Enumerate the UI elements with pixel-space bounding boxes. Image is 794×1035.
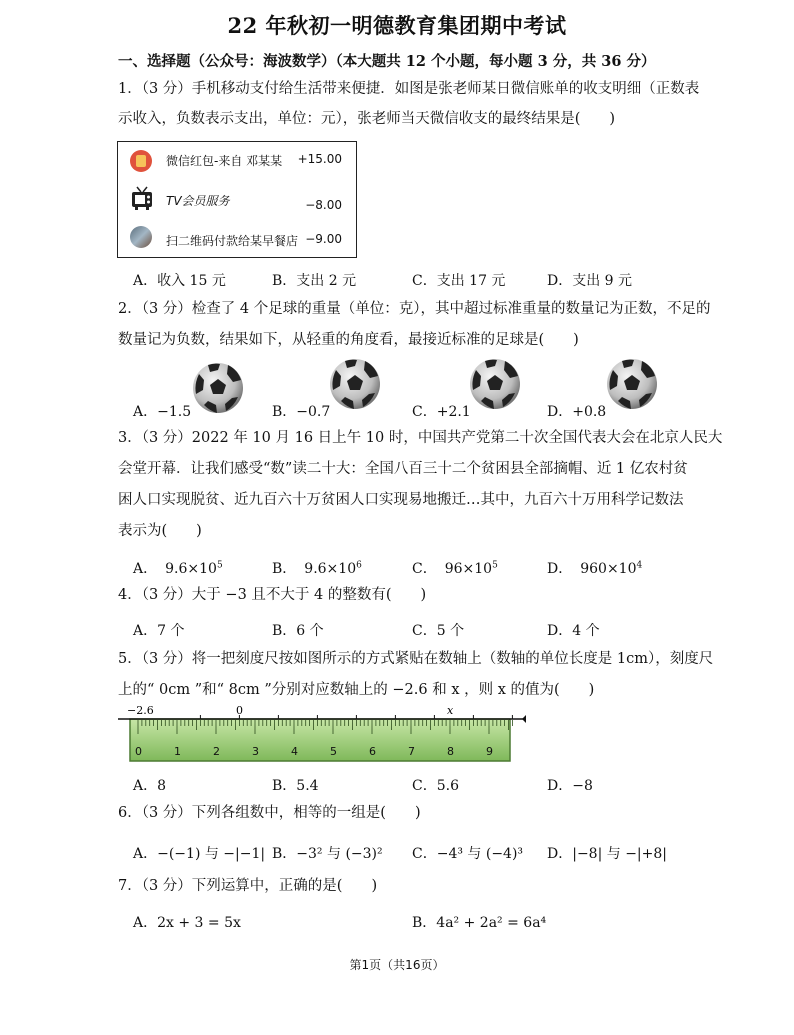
- q1-option-b: B．支出 2 元: [272, 273, 357, 289]
- ruler-tick-label: 5: [330, 745, 337, 758]
- soccer-ball-icon: [469, 358, 521, 410]
- q5-option-b: B．5.4: [272, 778, 319, 794]
- q1-option-d: D．支出 9 元: [547, 273, 633, 289]
- bill-row: 扫二维码付款给某早餐店 −9.00: [118, 226, 358, 256]
- page-footer: 第1页（共16页）: [349, 958, 445, 972]
- q3-line1: 3．（3 分）2022 年 10 月 16 日上午 10 时，中国共产党第二十次全国代表大会在北京人民大: [118, 430, 723, 446]
- section-heading: 一、选择题（公众号：海波数学）（本大题共 12 个小题，每小题 3 分，共 36 分）: [118, 53, 656, 70]
- ruler-tick-label: 3: [252, 745, 259, 758]
- q6-option-a: A．−(−1) 与 −|−1|: [133, 846, 266, 862]
- q6-option-d: D．|−8| 与 −|+8|: [547, 846, 667, 862]
- q2-option-b: B．−0.7: [272, 404, 331, 420]
- q3-option-d: D． $960\times 10^4$: [547, 560, 643, 577]
- q2-option-d: D．+0.8: [547, 404, 607, 420]
- red-packet-icon: [130, 150, 152, 172]
- qr-payment-icon: [130, 226, 152, 248]
- ruler-tick-label: 6: [369, 745, 376, 758]
- soccer-ball-icon: [329, 358, 381, 410]
- tv-icon: [130, 186, 152, 208]
- q3-option-a: A． $9.6\times 10^5$: [133, 560, 223, 577]
- soccer-ball-icon: [606, 358, 658, 410]
- q5-option-a: A．8: [133, 778, 167, 794]
- q5-line2: 上的“ 0cm ”和“ 8cm ”分别对应数轴上的 −2.6 和 x ，则 x 的值为( ): [118, 682, 595, 698]
- ruler-tick-label: 8: [447, 745, 454, 758]
- ruler-tick-label: 4: [291, 745, 298, 758]
- q1-option-c: C．支出 17 元: [412, 273, 506, 289]
- q7-option-b: B．4a² + 2a² = 6a⁴: [412, 915, 547, 931]
- q5-option-d: D．−8: [547, 778, 593, 794]
- q3-option-b: B． $9.6\times 10^6$: [272, 560, 362, 577]
- q4-line1: 4．（3 分）大于 −3 且不大于 4 的整数有( ): [118, 587, 427, 603]
- soccer-ball-icon: [192, 362, 244, 414]
- q2-option-a: A．−1.5: [133, 404, 192, 420]
- q2-line2: 数量记为负数，结果如下，从轻重的角度看，最接近标准的足球是( ): [118, 332, 579, 348]
- bill-row: 微信红包-来自 邓某某 +15.00: [118, 146, 358, 176]
- q5-line1: 5．（3 分）将一把刻度尺按如图所示的方式紧贴在数轴上（数轴的单位长度是 1cm），刻度尺: [118, 651, 714, 667]
- q1-line1: 1．（3 分）手机移动支付给生活带来便捷．如图是张老师某日微信账单的收支明细（正数表: [118, 81, 700, 97]
- q3-line4: 表示为( ): [118, 523, 202, 539]
- q2-option-c: C．+2.1: [412, 404, 471, 420]
- q3-line3: 困人口实现脱贫、近九百六十万贫困人口实现易地搬迁…其中，九百六十万用科学记数法: [118, 492, 684, 508]
- ruler-tick-label: 0: [135, 745, 142, 758]
- q5-option-c: C．5.6: [412, 778, 459, 794]
- q4-option-d: D．4 个: [547, 623, 600, 639]
- q6-option-c: C．−4³ 与 (−4)³: [412, 846, 524, 862]
- q1-option-a: A．收入 15 元: [133, 273, 226, 289]
- wechat-bill: [117, 141, 357, 258]
- q3-option-c: C． $96\times 10^5$: [412, 560, 498, 577]
- axis-label-x: x: [447, 704, 454, 717]
- ruler-tick-label: 7: [408, 745, 415, 758]
- q4-option-b: B．6 个: [272, 623, 324, 639]
- q3-line2: 会堂开幕．让我们感受“数”读二十大：全国八百三十二个贫困县全部摘帽、近 1 亿农村贫: [118, 461, 688, 477]
- q6-option-b: B．−3² 与 (−3)²: [272, 846, 383, 862]
- ruler-tick-label: 2: [213, 745, 220, 758]
- axis-label-left: −2.6: [127, 704, 154, 717]
- bill-row: TV会员服务 −8.00: [118, 186, 358, 216]
- q4-option-a: A．7 个: [133, 623, 185, 639]
- axis-label-zero: 0: [236, 704, 243, 717]
- q6-line1: 6．（3 分）下列各组数中，相等的一组是( ): [118, 805, 421, 821]
- page-title: 22 年秋初一明德教育集团期中考试: [227, 13, 567, 38]
- ruler-figure: [118, 702, 528, 766]
- q7-option-a: A．2x + 3 = 5x: [133, 915, 241, 931]
- ruler-tick-label: 1: [174, 745, 181, 758]
- ruler-tick-label: 9: [486, 745, 493, 758]
- q2-line1: 2．（3 分）检查了 4 个足球的重量（单位：克），其中超过标准重量的数量记为正数，不足的: [118, 301, 711, 317]
- q4-option-c: C．5 个: [412, 623, 465, 639]
- q7-line1: 7．（3 分）下列运算中，正确的是( ): [118, 878, 378, 894]
- q1-line2: 示收入，负数表示支出，单位：元），张老师当天微信收支的最终结果是( ): [118, 111, 616, 127]
